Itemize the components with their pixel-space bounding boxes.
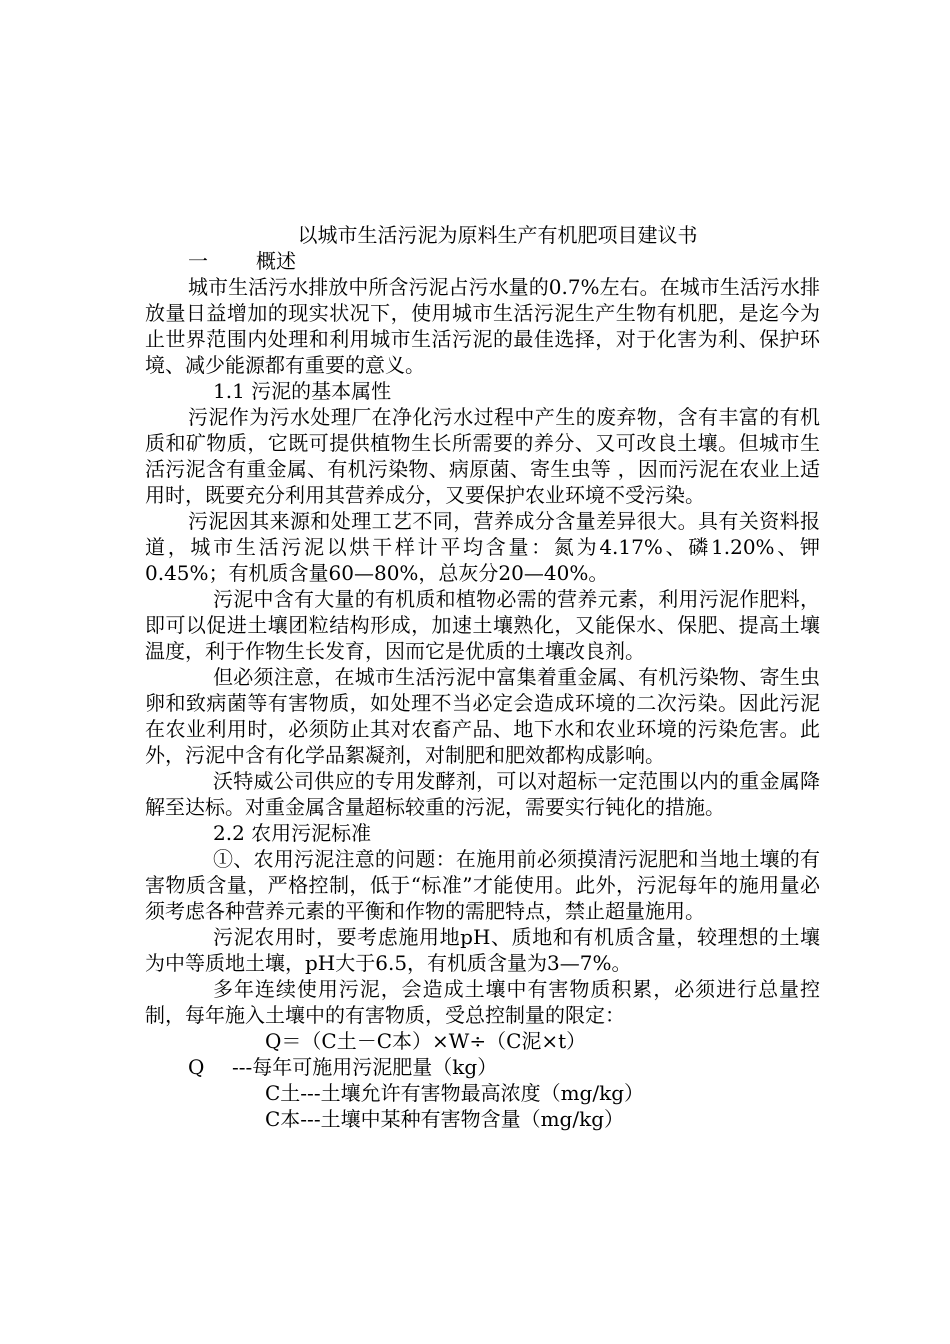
paragraph-standard-3: 多年连续使用污泥，会造成土壤中有害物质积累，必须进行总量控制，每年施入土壤中的有害物质，受总控制量的限定： xyxy=(145,977,820,1027)
section-number: 一 xyxy=(188,249,208,273)
paragraph-properties-3: 污泥中含有大量的有机质和植物必需的营养元素，利用污泥作肥料，即可以促进土壤团粒结构形成，加速土壤熟化，又能保水、保肥、提高土壤温度，利于作物生长发育，因而它是优质的土壤改良剂。 xyxy=(145,587,820,663)
paragraph-overview: 城市生活污水排放中所含污泥占污水量的0.7%左右。在城市生活污水排放量日益增加的现实状况下，使用城市生活污泥生产生物有机肥，是迄今为止世界范围内处理和利用城市生活污泥的最佳选择，对于化害为利、保护环境、减少能源都有重要的意义。 xyxy=(145,275,820,377)
section-label: 概述 xyxy=(256,249,296,273)
paragraph-properties-5: 沃特威公司供应的专用发酵剂，可以对超标一定范围以内的重金属降解至达标。对重金属含量超标较重的污泥，需要实行钝化的措施。 xyxy=(145,769,820,819)
section-heading-overview xyxy=(145,248,820,274)
variable-c-base-definition: C本---土壤中某种有害物含量（mg/kg） xyxy=(265,1107,625,1131)
formula-q: Q＝（C土－C本）×W÷（C泥×t） xyxy=(265,1029,587,1053)
document-title: 以城市生活污泥为原料生产有机肥项目建议书 xyxy=(297,223,698,247)
document-body xyxy=(145,222,820,1132)
variable-q-symbol: Q xyxy=(188,1055,205,1079)
paragraph-standard-2: 污泥农用时，要考虑施用地pH、质地和有机质含量，较理想的土壤为中等质地土壤，pH大于6.5，有机质含量为3—7%。 xyxy=(145,925,820,975)
variable-q-text: ---每年可施用污泥肥量（kg） xyxy=(232,1055,498,1079)
paragraph-properties-1: 污泥作为污水处理厂在净化污水过程中产生的废弃物，含有丰富的有机质和矿物质，它既可提供植物生长所需要的养分、又可改良土壤。但城市生活污泥含有重金属、有机污染物、病原菌、寄生虫等 ，因而污泥在农业上适用时，既要充分利用其营养成分，又要保护农业环境不受污染。 xyxy=(145,405,820,507)
subsection-heading-agricultural-standard: 2.2 农用污泥标准 xyxy=(213,821,372,845)
paragraph-properties-2: 污泥因其来源和处理工艺不同，营养成分含量差异很大。具有关资料报道，城市生活污泥以烘干样计平均含量：氮为4.17%、磷1.20%、钾0.45%；有机质含量60—80%，总灰分20—40%。 xyxy=(145,509,820,585)
paragraph-standard-1: ①、农用污泥注意的问题：在施用前必须摸清污泥肥和当地土壤的有害物质含量，严格控制，低于“标准”才能使用。此外，污泥每年的施用量必须考虑各种营养元素的平衡和作物的需肥特点，禁止超量施用。 xyxy=(145,847,820,923)
variable-q-definition xyxy=(145,1054,820,1080)
paragraph-properties-4: 但必须注意，在城市生活污泥中富集着重金属、有机污染物、寄生虫卵和致病菌等有害物质，如处理不当必定会造成环境的二次污染。因此污泥在农业利用时，必须防止其对农畜产品、地下水和农业环境的污染危害。此外，污泥中含有化学品絮凝剂，对制肥和肥效都构成影响。 xyxy=(145,665,820,767)
variable-c-soil-definition: C土---土壤允许有害物最高浓度（mg/kg） xyxy=(265,1081,645,1105)
subsection-heading-sludge-properties: 1.1 污泥的基本属性 xyxy=(213,379,392,403)
